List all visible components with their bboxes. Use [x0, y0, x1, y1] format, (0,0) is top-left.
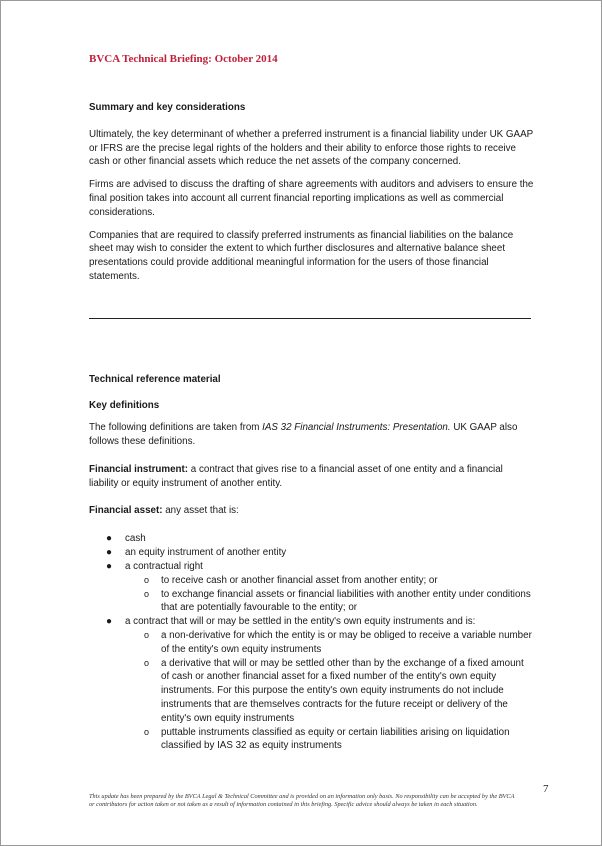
circle-bullet-icon: o	[144, 588, 150, 599]
list-item	[89, 546, 534, 560]
circle-bullet-icon: o	[144, 657, 150, 668]
sub-list-item	[125, 726, 534, 754]
sub-list-item-text: puttable instruments classified as equity or certain liabilities arising on liquidation classified by IAS 32 as equity instruments	[161, 726, 510, 752]
sub-list-item-text: to exchange financial assets or financial liabilities with another entity under conditions that are potentially favourable to the entity; or	[161, 588, 531, 614]
sub-list-item-text: to receive cash or another financial asset from another entity; or	[161, 574, 438, 586]
financial-asset-term: Financial asset:	[89, 504, 163, 516]
intro-standard-title: IAS 32 Financial Instruments: Presentation.	[262, 422, 451, 434]
list-item	[89, 532, 534, 546]
list-item-text: cash	[125, 533, 146, 545]
financial-asset-list	[89, 532, 534, 753]
financial-instrument-definition	[89, 463, 534, 491]
sub-list-item	[125, 588, 534, 616]
bullet-icon: ●	[106, 533, 113, 545]
intro-suffix: UK GAAP also follows these definitions.	[89, 422, 518, 448]
footer-disclaimer: This update has been prepared by the BVCA Legal & Technical Committee and is provided on an information only basis. No responsibility can be accepted by the BVCA or contributors for action taken or not taken as a result of information contained in this briefing. Specific advice should always be taken in each situation.	[89, 793, 515, 809]
summary-paragraph-1: Ultimately, the key determinant of whether a preferred instrument is a financial liability under UK GAAP or IFRS are the precise legal rights of the holders and their ability to enforce those rights to receive cash or other financial assets which reduce the net assets of the company concerned.	[89, 128, 533, 168]
summary-paragraph-3: Companies that are required to classify preferred instruments as financial liabilities on the balance sheet may wish to consider the extent to which further disclosures and alternative balance sheet presentations could provide additional meaningful information for the users of those financial statements.	[89, 229, 514, 282]
financial-asset-text: any asset that is:	[162, 504, 239, 516]
page-number: 7	[543, 783, 549, 795]
sub-list-item	[125, 629, 534, 657]
key-definitions-heading: Key definitions	[89, 399, 160, 411]
list-item-text: a contractual right	[125, 560, 203, 572]
bullet-icon: ●	[106, 616, 113, 628]
summary-paragraph-2: Firms are advised to discuss the drafting of share agreements with auditors and advisers to ensure the final position takes into account all current financial reporting implications as well as commercial considerations.	[89, 179, 534, 218]
financial-asset-definition	[89, 504, 534, 518]
sub-list	[125, 574, 534, 615]
intro-text: The following definitions are taken from	[89, 422, 263, 434]
reference-heading: Technical reference material	[89, 373, 221, 385]
circle-bullet-icon: o	[144, 726, 150, 737]
list-item-text: a contract that will or may be settled in the entity's own equity instruments and is:	[125, 616, 476, 628]
page-content	[89, 101, 534, 753]
sub-list	[125, 629, 534, 753]
bullet-icon: ●	[106, 547, 113, 559]
definitions-intro	[89, 421, 534, 449]
list-item-text: an equity instrument of another entity	[125, 547, 287, 559]
summary-heading: Summary and key considerations	[89, 102, 246, 113]
financial-instrument-term: Financial instrument:	[89, 463, 189, 475]
financial-instrument-text: a contract that gives rise to a financial asset of one entity and a financial liability or equity instrument of another entity.	[89, 463, 503, 489]
sub-list-item	[125, 574, 534, 588]
circle-bullet-icon: o	[144, 629, 150, 640]
sub-list-item-text: a derivative that will or may be settled other than by the exchange of a fixed amount of cash or another financial asset for a fixed number of the entity's own equity instruments. For this purpose the entity's own equity instruments do not include instruments that are themselves contracts for the future receipt or delivery of the entity's own equity instruments	[161, 657, 524, 724]
sub-list-item	[125, 657, 534, 726]
sub-list-item-text: a non-derivative for which the entity is or may be obliged to receive a variable number of the entity's own equity instruments	[161, 629, 532, 655]
list-item	[89, 615, 534, 753]
list-item	[89, 560, 534, 615]
bullet-icon: ●	[106, 560, 113, 572]
section-divider	[89, 318, 531, 319]
document-header-title: BVCA Technical Briefing: October 2014	[89, 53, 278, 65]
circle-bullet-icon: o	[144, 574, 150, 585]
